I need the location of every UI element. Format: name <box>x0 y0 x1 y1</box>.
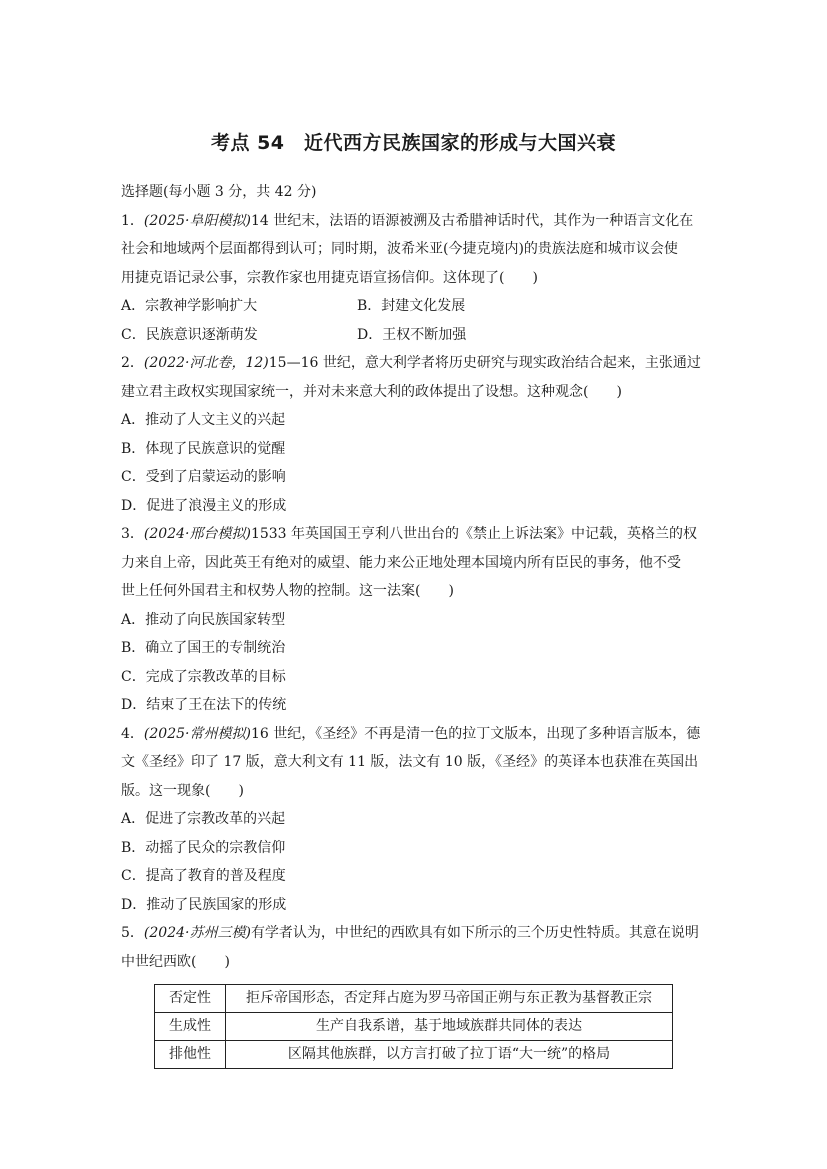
option-row <box>121 292 711 321</box>
question-stem-line: 中世纪西欧( ) <box>121 953 230 970</box>
question-content <box>121 178 711 1069</box>
feature-table <box>154 984 673 1069</box>
table-row <box>155 1041 673 1069</box>
table-cell-key: 生成性 <box>155 1013 226 1041</box>
question-stem-line: 版。这一现象( ) <box>121 782 244 799</box>
question-3 <box>121 520 711 720</box>
question-number: 5． <box>121 925 144 941</box>
option-b: B．体现了民族意识的觉醒 <box>121 440 286 457</box>
question-number: 2． <box>121 355 144 371</box>
question-stem-line: 2．(2022·河北卷，12)15—16 世纪，意大利学者将历史研究与现实政治结合起来，主张通过 <box>121 355 701 371</box>
question-source: (2025·阜阳模拟) <box>143 212 251 229</box>
question-1 <box>121 207 711 350</box>
section-header: 选择题(每小题 3 分，共 42 分) <box>121 184 317 200</box>
table-cell-value: 生产自我系谱，基于地域族群共同体的表达 <box>226 1013 673 1041</box>
table-row <box>155 985 673 1013</box>
question-stem-line: 力来自上帝，因此英王有绝对的威望、能力来公正地处理本国境内所有臣民的事务，他不受 <box>121 554 681 571</box>
option-c: C．民族意识逐渐萌发 <box>121 326 258 343</box>
table-cell-value: 拒斥帝国形态，否定拜占庭为罗马帝国正朔与东正教为基督教正宗 <box>226 985 673 1013</box>
question-source: (2024·邢台模拟) <box>143 526 251 542</box>
option-a: A．宗教神学影响扩大 <box>121 298 258 314</box>
option-d: D．王权不断加强 <box>357 326 467 343</box>
question-stem-line: 建立君主政权实现国家统一，并对未来意大利的政体提出了设想。这种观念( ) <box>121 383 622 400</box>
question-stem-line: 5．(2024·苏州三模)有学者认为，中世纪的西欧具有如下所示的三个历史性特质。其意在说明 <box>121 925 699 941</box>
option-d: D．结束了王在法下的传统 <box>121 697 287 713</box>
table-cell-key: 否定性 <box>155 985 226 1013</box>
table-cell-key: 排他性 <box>155 1041 226 1069</box>
question-number: 4． <box>121 725 144 742</box>
question-4 <box>121 720 711 920</box>
question-source: (2025·常州模拟) <box>143 725 251 742</box>
question-stem-line: 1．(2025·阜阳模拟)14 世纪末，法语的语源被溯及古希腊神话时代，其作为一种语言文化在 <box>121 212 694 229</box>
table-cell-value: 区隔其他族群，以方言打破了拉丁语“大一统”的格局 <box>226 1041 673 1069</box>
question-stem-line: 用捷克语记录公事，宗教作家也用捷克语宣扬信仰。这体现了( ) <box>121 269 538 286</box>
question-source: (2024·苏州三模) <box>143 925 251 941</box>
question-stem-line: 文《圣经》印了 17 版，意大利文有 11 版，法文有 10 版，《圣经》的英译本也获准在英国出 <box>121 754 699 770</box>
question-5 <box>121 919 711 1069</box>
option-c: C．完成了宗教改革的目标 <box>121 668 286 685</box>
question-stem-line: 社会和地域两个层面都得到认可；同时期，波希米亚(今捷克境内)的贵族法庭和城市议会使 <box>121 241 678 257</box>
option-b: B．封建文化发展 <box>357 298 466 314</box>
option-c: C．受到了启蒙运动的影响 <box>121 469 286 485</box>
option-row <box>121 321 711 350</box>
question-stem-line: 世上任何外国君主和权势人物的控制。这一法案( ) <box>121 583 454 599</box>
page-title: 考点 54 近代西方民族国家的形成与大国兴衰 <box>210 132 617 154</box>
option-c: C．提高了教育的普及程度 <box>121 868 286 884</box>
table-row <box>155 1013 673 1041</box>
option-b: B．动摇了民众的宗教信仰 <box>121 839 286 856</box>
question-stem-line: 3．(2024·邢台模拟)1533 年英国国王亨利八世出台的《禁止上诉法案》中记载，英格兰的权 <box>121 526 698 542</box>
question-number: 3． <box>121 526 144 542</box>
option-d: D．推动了民族国家的形成 <box>121 896 287 913</box>
question-2 <box>121 349 711 520</box>
question-number: 1． <box>121 212 144 229</box>
option-a: A．推动了人文主义的兴起 <box>121 412 286 428</box>
question-source: (2022·河北卷，12) <box>143 355 269 371</box>
option-b: B．确立了国王的专制统治 <box>121 640 286 656</box>
option-d: D．促进了浪漫主义的形成 <box>121 497 287 514</box>
option-a: A．推动了向民族国家转型 <box>121 611 286 628</box>
question-stem-line: 4．(2025·常州模拟)16 世纪，《圣经》不再是清一色的拉丁文版本，出现了多种语言版本，德 <box>121 725 701 742</box>
option-a: A．促进了宗教改革的兴起 <box>121 811 286 827</box>
